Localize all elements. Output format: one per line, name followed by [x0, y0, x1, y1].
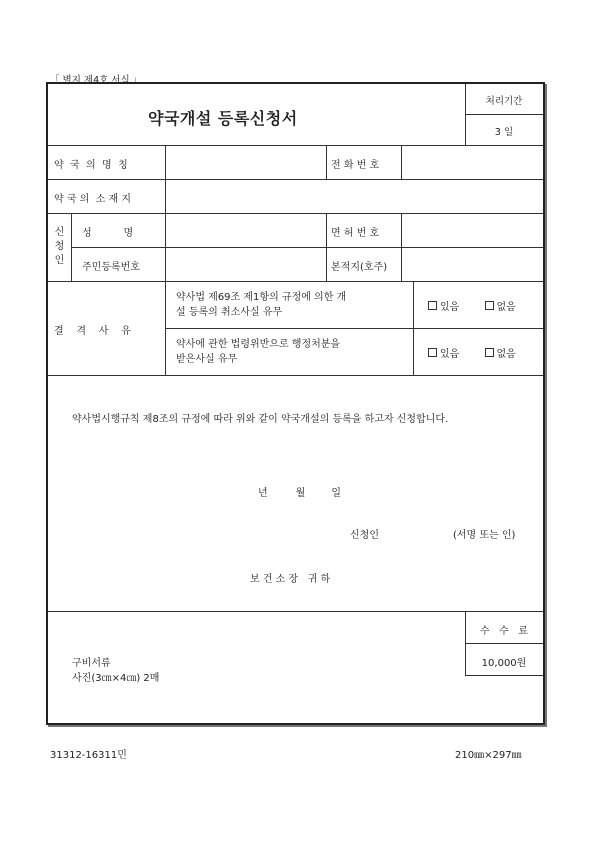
question-1-yes-checkbox[interactable]: 있음 — [428, 298, 459, 313]
fee-value: 10,000원 — [481, 658, 527, 669]
form-code: 31312-16311민 — [50, 750, 127, 761]
divider — [48, 611, 543, 612]
divider — [48, 375, 543, 376]
question-1-options — [428, 298, 516, 313]
pharmacy-address-label: 약 국 의 소 재 지 — [54, 194, 132, 205]
divider — [48, 281, 543, 282]
checkbox-icon — [428, 301, 437, 310]
divider — [326, 213, 327, 281]
resident-number-label: 주민등록번호 — [82, 262, 140, 273]
divider — [71, 213, 72, 281]
question-2: 약사에 관한 법령위반으로 행정처분을 받은사실 유무 — [176, 339, 341, 365]
divider — [465, 675, 543, 676]
question-1-no-checkbox[interactable]: 없음 — [485, 298, 516, 313]
question-1: 약사법 제69조 제1항의 규정에 의한 개 설 등록의 취소사실 유무 — [176, 292, 347, 318]
form-title: 약국개설 등록신청서 — [148, 109, 298, 128]
divider — [326, 145, 327, 179]
divider — [71, 247, 543, 248]
addressee: 보 건 소 장 귀 하 — [250, 574, 331, 585]
divider — [165, 145, 166, 375]
form-number-label: 「 별지 제4호 서식 」 — [50, 75, 143, 86]
divider — [48, 213, 543, 214]
question-2-no-checkbox[interactable]: 없음 — [485, 345, 516, 360]
license-number-label: 면 허 번 호 — [331, 228, 380, 239]
divider — [165, 328, 543, 329]
pharmacy-name-label: 약 국 의 명 칭 — [54, 160, 128, 171]
divider — [401, 213, 402, 281]
phone-label: 전 화 번 호 — [331, 160, 380, 171]
checkbox-icon — [485, 348, 494, 357]
date-line: 년 월 일 — [258, 488, 342, 499]
divider — [413, 281, 414, 375]
required-documents: 구비서류 사진(3㎝×4㎝) 2매 — [72, 658, 160, 684]
fee-label: 수 수 료 — [479, 626, 529, 637]
signature-hint: (서명 또는 인) — [453, 530, 516, 541]
applicant-group-label: 신 청 인 — [54, 227, 65, 266]
name-label: 성 명 — [82, 228, 134, 239]
processing-period-value: 3 일 — [494, 127, 514, 138]
divider — [48, 145, 543, 146]
application-statement: 약사법시행규칙 제8조의 규정에 따라 위와 같이 약국개설의 등록을 하고자 신청합니다. — [72, 414, 449, 425]
divider — [465, 643, 543, 644]
paper-size: 210㎜×297㎜ — [455, 750, 522, 761]
application-form-frame — [46, 82, 545, 725]
disqualification-label: 결 격 사 유 — [54, 326, 131, 337]
processing-period-label: 처리기간 — [485, 96, 523, 107]
checkbox-icon — [428, 348, 437, 357]
question-2-options — [428, 345, 516, 360]
divider — [48, 179, 543, 180]
checkbox-icon — [485, 301, 494, 310]
divider — [401, 145, 402, 179]
divider — [465, 114, 543, 115]
registered-address-label: 본적지(호주) — [331, 262, 388, 273]
question-2-yes-checkbox[interactable]: 있음 — [428, 345, 459, 360]
applicant-label: 신청인 — [350, 530, 379, 541]
